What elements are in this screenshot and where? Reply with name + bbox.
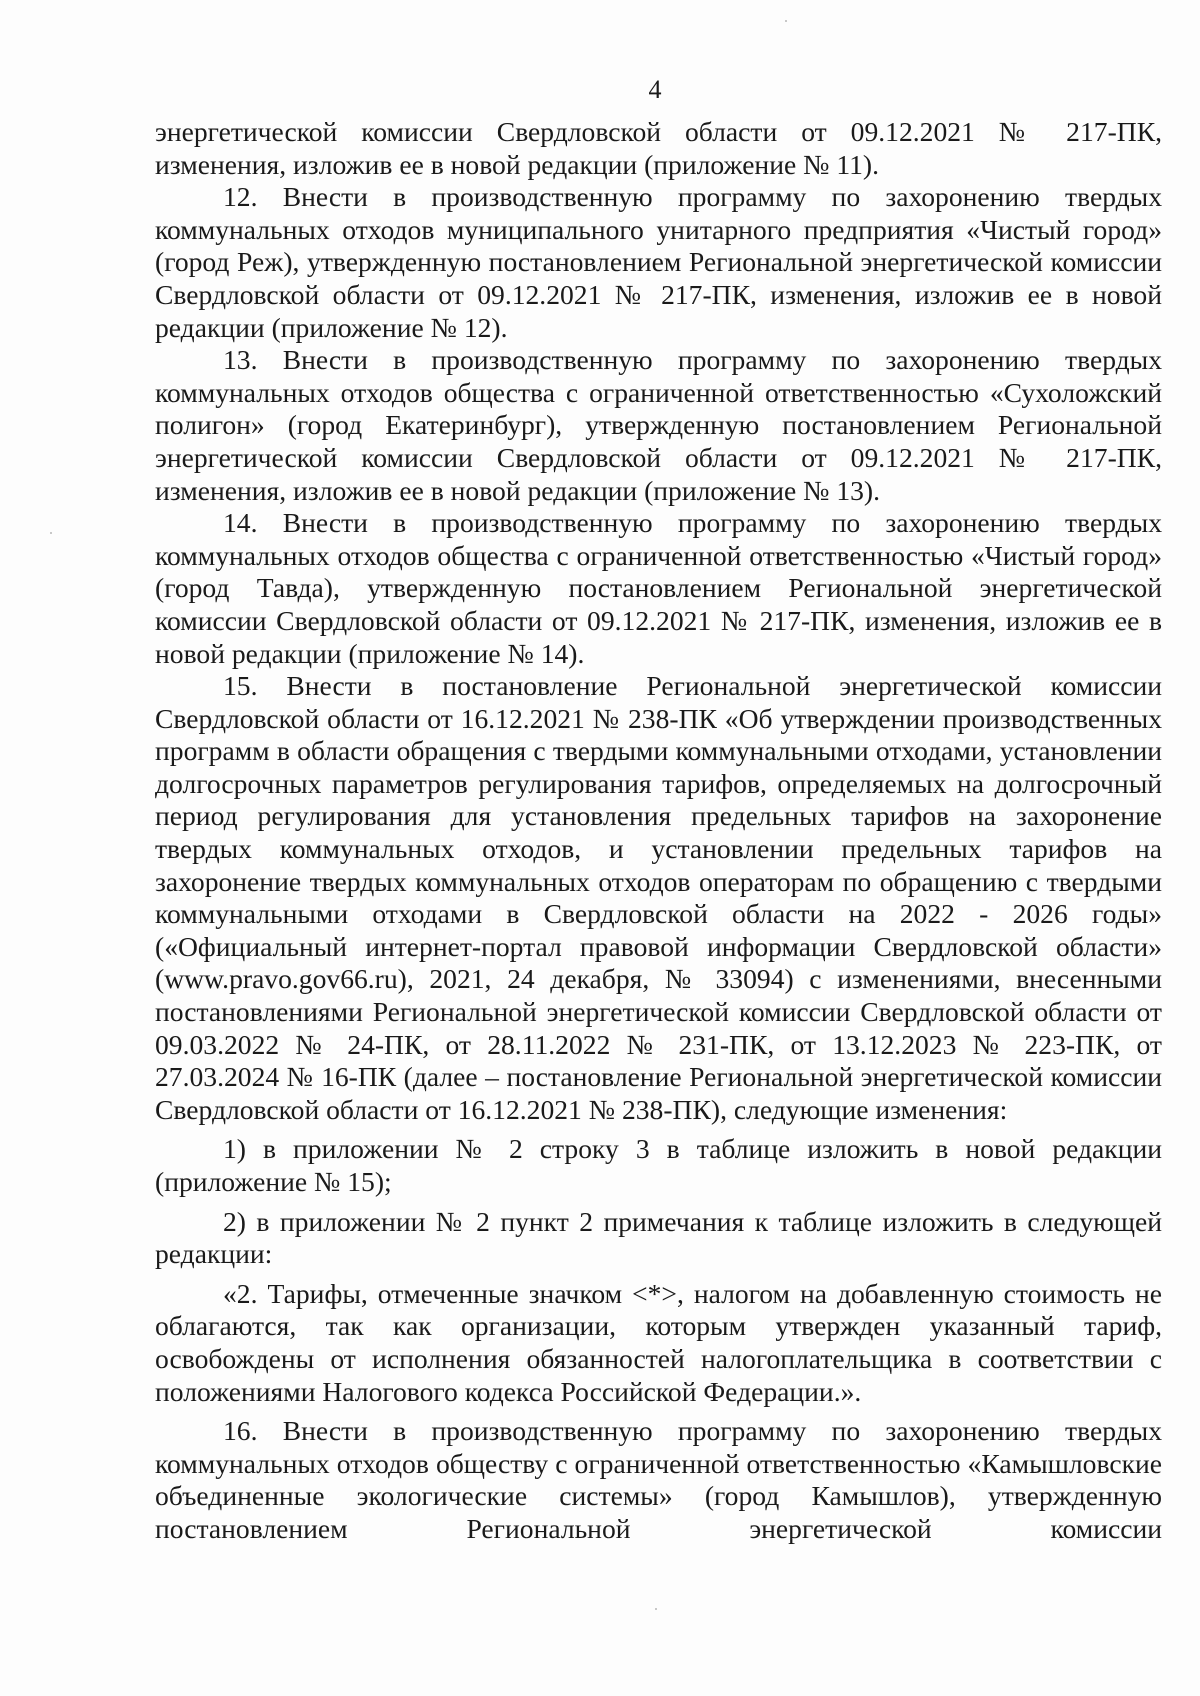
paragraph-item-15: 15. Внести в постановление Региональной энергетической комиссии Свердловской области от 16.12.2021 № 238-ПК «Об утверждении производственных программ в области обращения с твердыми коммунальными отходами, установлении долгосрочных параметров регулирования тарифов, определяемых на долгосрочный период регулирования для установления предельных тарифов на захоронение твердых коммунальных отходов, и установлении предельных тарифов на захоронение твердых коммунальных отходов операторам по обращению с твердыми коммунальными отходами в Свердловской области на 2022 - 2026 годы» («Официальный интернет-портал правовой информации Свердловской области» (www.pravo.gov66.ru), 2021, 24 декабря, № 33094) с изменениями, внесенными постановлениями Региональной энергетической комиссии Свердловской области от 09.03.2022 № 24-ПК, от 28.11.2022 № 231-ПК, от 13.12.2023 № 223-ПК, от 27.03.2024 № 16-ПК (далее – постановление Региональной энергетической комиссии Свердловской области от 16.12.2021 № 238-ПК), следующие изменения: xyxy=(155,670,1162,1125)
paragraph-subitem-2: 2) в приложении № 2 пункт 2 примечания к таблице изложить в следующей редакции: xyxy=(155,1205,1162,1270)
scan-speck xyxy=(50,532,52,534)
scan-speck xyxy=(785,20,787,22)
page-number: 4 xyxy=(648,75,662,104)
paragraph-subitem-1: 1) в приложении № 2 строку 3 в таблице изложить в новой редакции (приложение № 15); xyxy=(155,1133,1162,1197)
paragraph-item-13: 13. Внести в производственную программу по захоронению твердых коммунальных отходов общества с ограниченной ответственностью «Сухоложский полигон» (город Екатеринбург), утвержденную постановлением Региональной энергетической комиссии Свердловской области от 09.12.2021 № 217-ПК, изменения, изложив ее в новой редакции (приложение № 13). xyxy=(155,344,1162,506)
paragraph-quoted-note-2: «2. Тарифы, отмеченные значком <*>, налогом на добавленную стоимость не облагаются, так как организации, которым утвержден указанный тариф, освобождены от исполнения обязанностей налогоплательщика в соответствии с положениями Налогового кодекса Российской Федерации.». xyxy=(155,1277,1162,1407)
paragraph-item-14: 14. Внести в производственную программу по захоронению твердых коммунальных отходов общества с ограниченной ответственностью «Чистый город» (город Тавда), утвержденную постановлением Региональной энергетической комиссии Свердловской области от 09.12.2021 № 217-ПК, изменения, изложив ее в новой редакции (приложение № 14). xyxy=(155,507,1162,669)
paragraph-item-16: 16. Внести в производственную программу по захоронению твердых коммунальных отходов обществу с ограниченной ответственностью «Камышловские объединенные экологические системы» (город Камышлов), утвержденную постановлением Региональной энергетической комиссии xyxy=(155,1415,1162,1544)
paragraph-item-12: 12. Внести в производственную программу по захоронению твердых коммунальных отходов муниципального унитарного предприятия «Чистый город» (город Реж), утвержденную постановлением Региональной энергетической комиссии Свердловской области от 09.12.2021 № 217-ПК, изменения, изложив ее в новой редакции (приложение № 12). xyxy=(155,181,1162,343)
document-body xyxy=(155,116,1162,1546)
paragraph-continuation-11: энергетической комиссии Свердловской области от 09.12.2021 № 217-ПК, изменения, изложив ее в новой редакции (приложение № 11). xyxy=(155,116,1162,180)
scan-speck xyxy=(655,1608,657,1610)
